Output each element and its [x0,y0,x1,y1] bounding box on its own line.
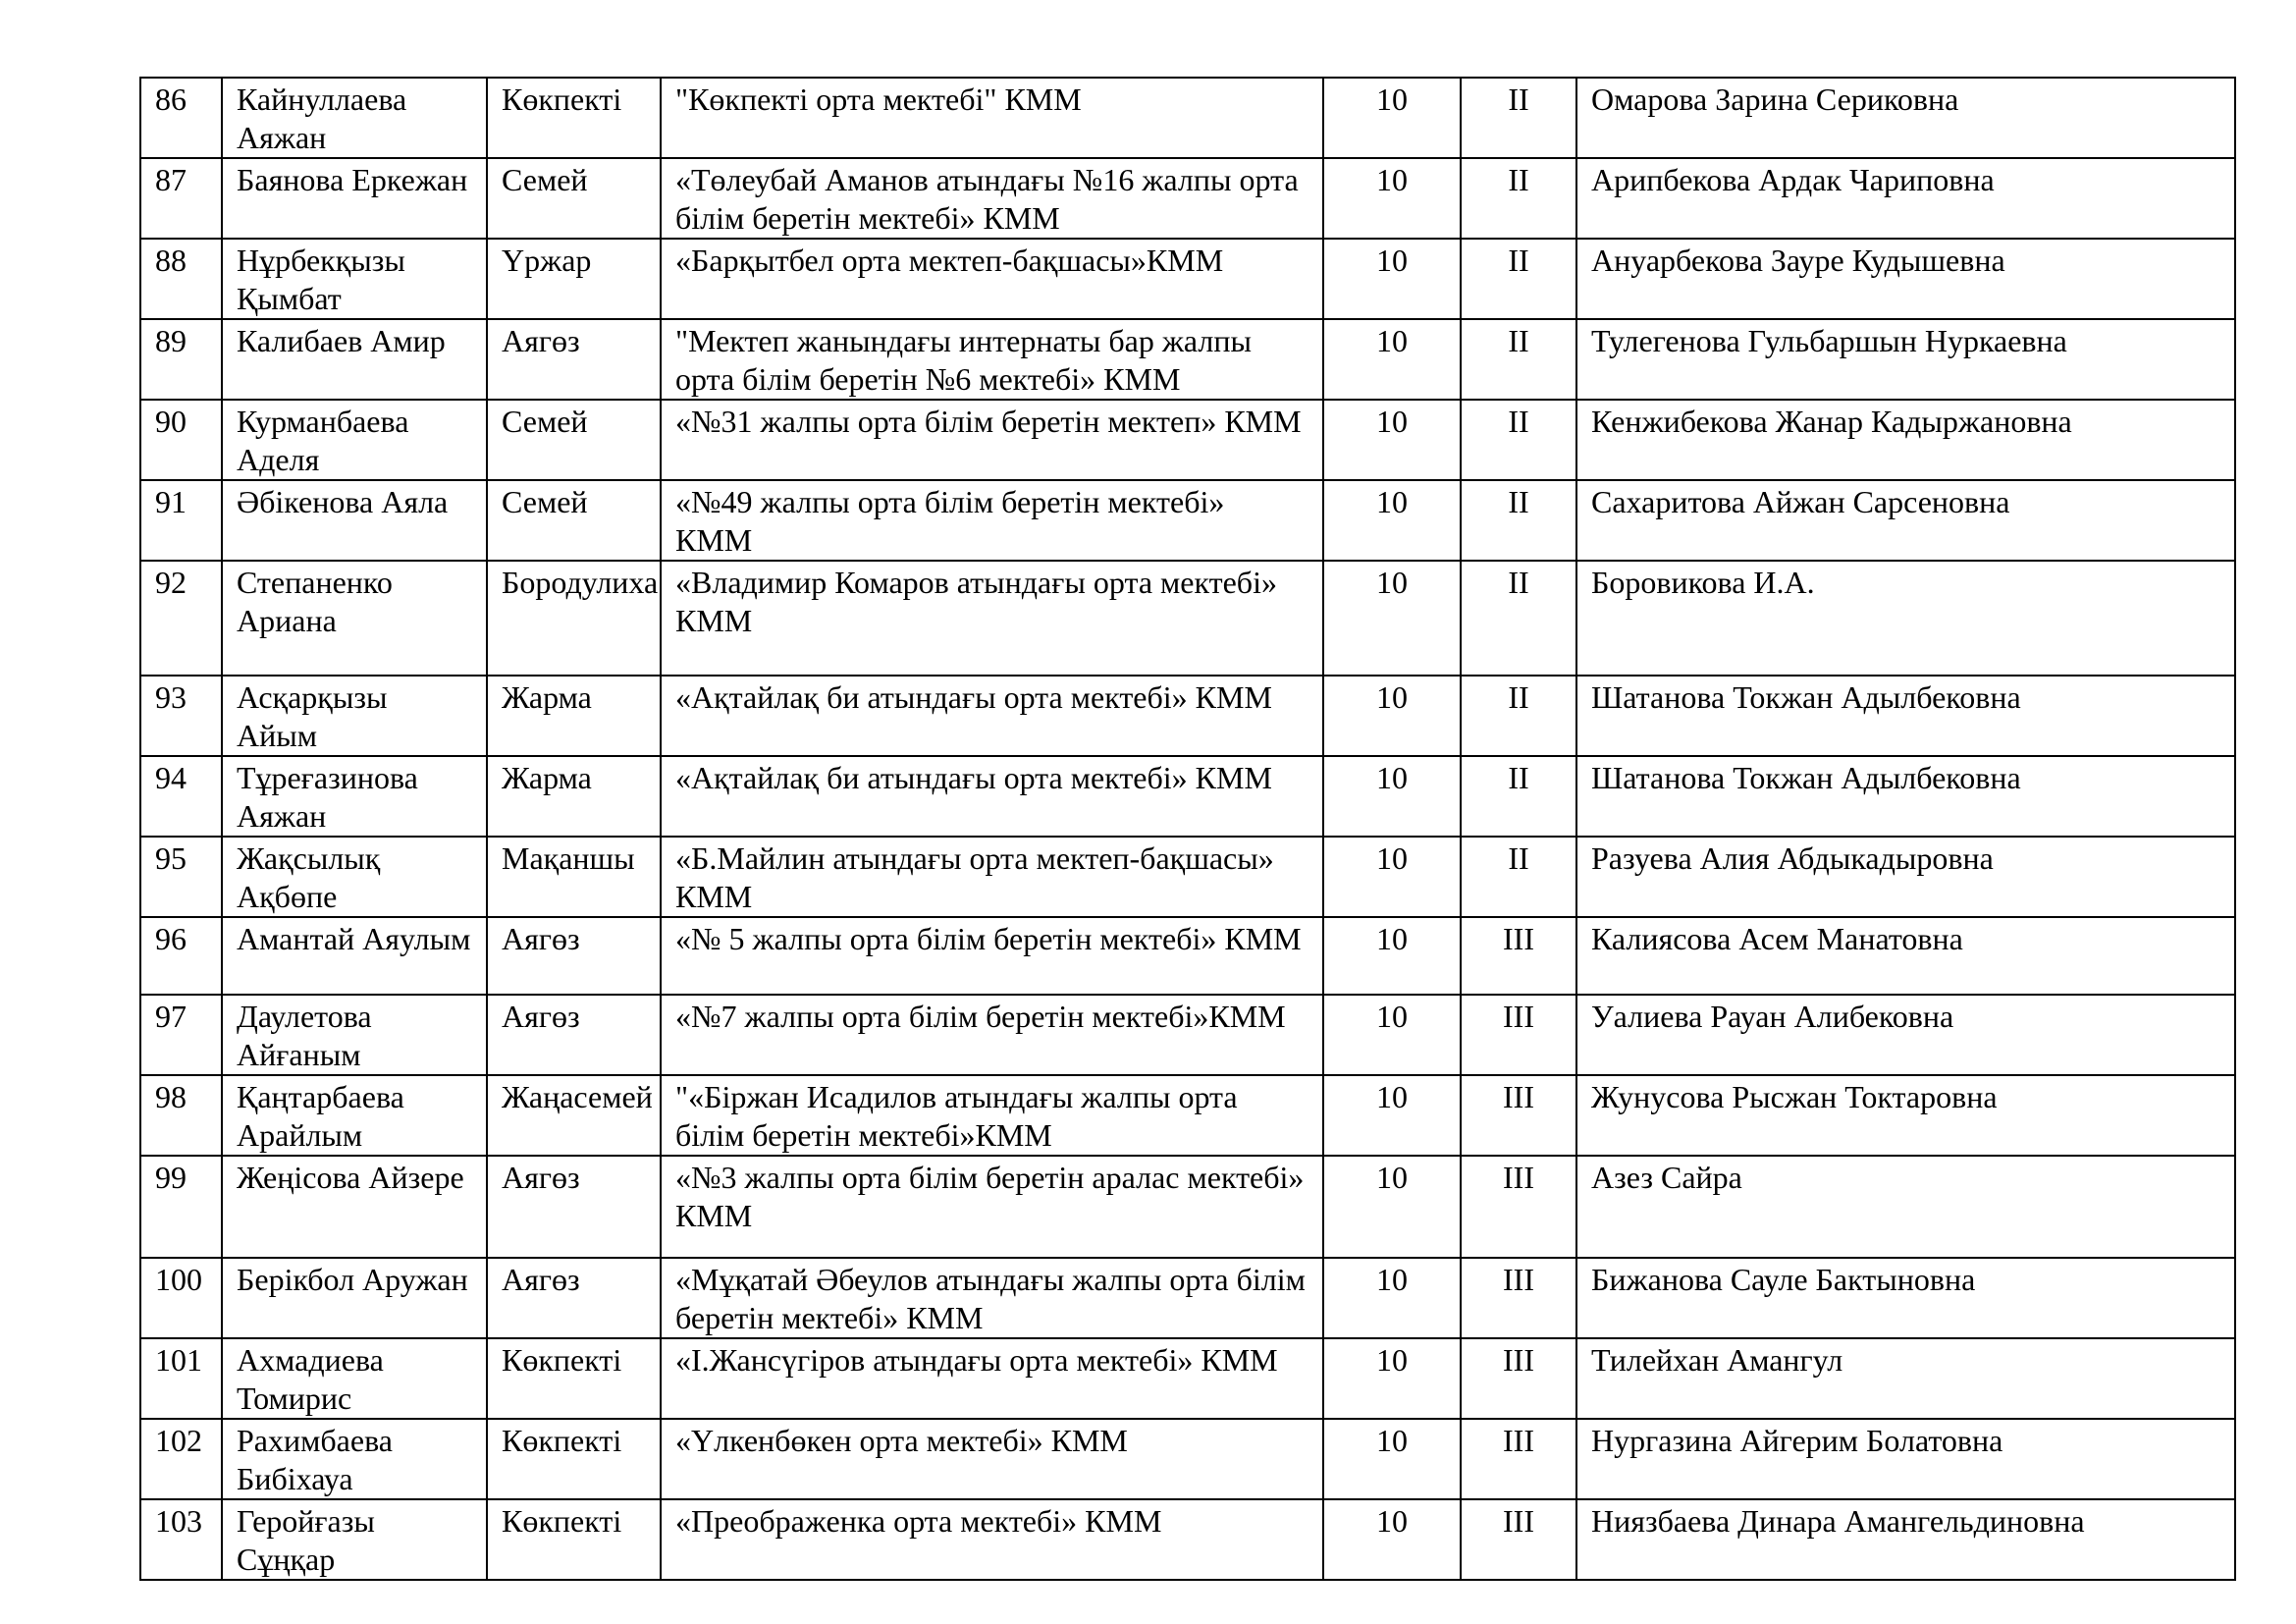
school-name-cell: «№ 5 жалпы орта білім беретін мектебі» КММ [661,917,1323,995]
student-name-cell: Даулетова Айғаным [222,995,487,1075]
grade-cell: 10 [1323,400,1461,480]
table-row [140,1419,2235,1499]
district-cell: Аягөз [487,917,661,995]
place-cell: III [1461,995,1576,1075]
school-name-cell: «Үлкенбөкен орта мектебі» КММ [661,1419,1323,1499]
school-name-cell: «Б.Майлин атындағы орта мектеп-бақшасы» КММ [661,837,1323,917]
school-name-cell: «Мұқатай Әбеулов атындағы жалпы орта білім беретін мектебі» КММ [661,1258,1323,1338]
district-cell: Жаңасемей [487,1075,661,1156]
row-number-cell: 96 [140,917,222,995]
grade-cell: 10 [1323,561,1461,676]
table-row [140,1258,2235,1338]
district-cell: Семей [487,400,661,480]
school-name-cell: «Владимир Комаров атындағы орта мектебі» КММ [661,561,1323,676]
row-number-cell: 102 [140,1419,222,1499]
grade-cell: 10 [1323,1258,1461,1338]
district-cell: Көкпекті [487,1338,661,1419]
student-name-cell: Рахимбаева Бибіхауа [222,1419,487,1499]
teacher-name-cell: Кенжибекова Жанар Кадыржановна [1576,400,2235,480]
student-name-cell: Нұрбекқызы Қымбат [222,239,487,319]
teacher-name-cell: Ануарбекова Зауре Кудышевна [1576,239,2235,319]
grade-cell: 10 [1323,756,1461,837]
table-row [140,1156,2235,1258]
student-name-cell: Әбікенова Аяла [222,480,487,561]
grade-cell: 10 [1323,995,1461,1075]
teacher-name-cell: Калиясова Асем Манатовна [1576,917,2235,995]
table-row [140,1499,2235,1580]
row-number-cell: 95 [140,837,222,917]
teacher-name-cell: Азез Сайра [1576,1156,2235,1258]
row-number-cell: 86 [140,78,222,158]
district-cell: Аягөз [487,319,661,400]
school-name-cell: «№7 жалпы орта білім беретін мектебі»КММ [661,995,1323,1075]
teacher-name-cell: Жунусова Рысжан Токтаровна [1576,1075,2235,1156]
row-number-cell: 94 [140,756,222,837]
district-cell: Аягөз [487,995,661,1075]
school-name-cell: «Ақтайлақ би атындағы орта мектебі» КММ [661,756,1323,837]
row-number-cell: 92 [140,561,222,676]
student-name-cell: Ахмадиева Томирис [222,1338,487,1419]
student-name-cell: Степаненко Ариана [222,561,487,676]
student-name-cell: Жеңісова Айзере [222,1156,487,1258]
place-cell: II [1461,239,1576,319]
row-number-cell: 87 [140,158,222,239]
school-name-cell: «І.Жансүгіров атындағы орта мектебі» КММ [661,1338,1323,1419]
district-cell: Жарма [487,676,661,756]
table-row [140,239,2235,319]
table-row [140,78,2235,158]
student-name-cell: Жақсылық Ақбөпе [222,837,487,917]
table-row [140,995,2235,1075]
district-cell: Көкпекті [487,1419,661,1499]
table-row [140,676,2235,756]
school-name-cell: «№31 жалпы орта білім беретін мектеп» КММ [661,400,1323,480]
district-cell: Бородулиха [487,561,661,676]
grade-cell: 10 [1323,319,1461,400]
district-cell: Аягөз [487,1258,661,1338]
table-row [140,400,2235,480]
row-number-cell: 98 [140,1075,222,1156]
district-cell: Семей [487,480,661,561]
grade-cell: 10 [1323,1156,1461,1258]
place-cell: II [1461,837,1576,917]
row-number-cell: 91 [140,480,222,561]
student-name-cell: Геройғазы Сұңқар [222,1499,487,1580]
school-name-cell: "«Біржан Исадилов атындағы жалпы орта білім беретін мектебі»КММ [661,1075,1323,1156]
table-row [140,1075,2235,1156]
teacher-name-cell: Боровикова И.А. [1576,561,2235,676]
school-name-cell: «№49 жалпы орта білім беретін мектебі» КММ [661,480,1323,561]
school-name-cell: "Көкпекті орта мектебі" КММ [661,78,1323,158]
district-cell: Семей [487,158,661,239]
place-cell: III [1461,1258,1576,1338]
place-cell: III [1461,917,1576,995]
student-name-cell: Тұреғазинова Аяжан [222,756,487,837]
school-name-cell: «Ақтайлақ би атындағы орта мектебі» КММ [661,676,1323,756]
row-number-cell: 89 [140,319,222,400]
place-cell: II [1461,756,1576,837]
student-name-cell: Баянова Еркежан [222,158,487,239]
table-row [140,756,2235,837]
grade-cell: 10 [1323,1419,1461,1499]
school-name-cell: «Барқытбел орта мектеп-бақшасы»КММ [661,239,1323,319]
place-cell: II [1461,561,1576,676]
row-number-cell: 99 [140,1156,222,1258]
grade-cell: 10 [1323,917,1461,995]
teacher-name-cell: Арипбекова Ардак Чариповна [1576,158,2235,239]
place-cell: III [1461,1156,1576,1258]
grade-cell: 10 [1323,1499,1461,1580]
place-cell: III [1461,1075,1576,1156]
grade-cell: 10 [1323,78,1461,158]
school-name-cell: "Мектеп жанындағы интернаты бар жалпы орта білім беретін №6 мектебі» КММ [661,319,1323,400]
district-cell: Аягөз [487,1156,661,1258]
row-number-cell: 88 [140,239,222,319]
school-name-cell: «Преображенка орта мектебі» КММ [661,1499,1323,1580]
teacher-name-cell: Тилейхан Амангул [1576,1338,2235,1419]
table-row [140,1338,2235,1419]
results-table-body [140,78,2235,1580]
table-row [140,917,2235,995]
school-name-cell: «№3 жалпы орта білім беретін аралас мектебі» КММ [661,1156,1323,1258]
school-name-cell: «Төлеубай Аманов атындағы №16 жалпы орта білім беретін мектебі» КММ [661,158,1323,239]
district-cell: Жарма [487,756,661,837]
teacher-name-cell: Тулегенова Гульбаршын Нуркаевна [1576,319,2235,400]
place-cell: III [1461,1338,1576,1419]
grade-cell: 10 [1323,158,1461,239]
student-name-cell: Калибаев Амир [222,319,487,400]
district-cell: Мақаншы [487,837,661,917]
results-table [139,77,2236,1581]
student-name-cell: Кайнуллаева Аяжан [222,78,487,158]
place-cell: II [1461,676,1576,756]
teacher-name-cell: Уалиева Рауан Алибековна [1576,995,2235,1075]
grade-cell: 10 [1323,480,1461,561]
teacher-name-cell: Шатанова Токжан Адылбековна [1576,676,2235,756]
place-cell: III [1461,1499,1576,1580]
place-cell: II [1461,78,1576,158]
table-row [140,158,2235,239]
grade-cell: 10 [1323,837,1461,917]
row-number-cell: 90 [140,400,222,480]
student-name-cell: Қаңтарбаева Арайлым [222,1075,487,1156]
table-row [140,837,2235,917]
teacher-name-cell: Нургазина Айгерим Болатовна [1576,1419,2235,1499]
teacher-name-cell: Разуева Алия Абдыкадыровна [1576,837,2235,917]
place-cell: III [1461,1419,1576,1499]
teacher-name-cell: Ниязбаева Динара Амангельдиновна [1576,1499,2235,1580]
place-cell: II [1461,158,1576,239]
row-number-cell: 101 [140,1338,222,1419]
table-row [140,561,2235,676]
district-cell: Үржар [487,239,661,319]
grade-cell: 10 [1323,1075,1461,1156]
student-name-cell: Амантай Аяулым [222,917,487,995]
row-number-cell: 103 [140,1499,222,1580]
district-cell: Көкпекті [487,78,661,158]
table-row [140,480,2235,561]
district-cell: Көкпекті [487,1499,661,1580]
row-number-cell: 100 [140,1258,222,1338]
student-name-cell: Асқарқызы Айым [222,676,487,756]
teacher-name-cell: Омарова Зарина Сериковна [1576,78,2235,158]
grade-cell: 10 [1323,239,1461,319]
place-cell: II [1461,480,1576,561]
place-cell: II [1461,400,1576,480]
grade-cell: 10 [1323,1338,1461,1419]
teacher-name-cell: Шатанова Токжан Адылбековна [1576,756,2235,837]
student-name-cell: Курманбаева Аделя [222,400,487,480]
teacher-name-cell: Бижанова Сауле Бактыновна [1576,1258,2235,1338]
place-cell: II [1461,319,1576,400]
row-number-cell: 93 [140,676,222,756]
grade-cell: 10 [1323,676,1461,756]
table-row [140,319,2235,400]
student-name-cell: Берікбол Аружан [222,1258,487,1338]
teacher-name-cell: Сахаритова Айжан Сарсеновна [1576,480,2235,561]
row-number-cell: 97 [140,995,222,1075]
